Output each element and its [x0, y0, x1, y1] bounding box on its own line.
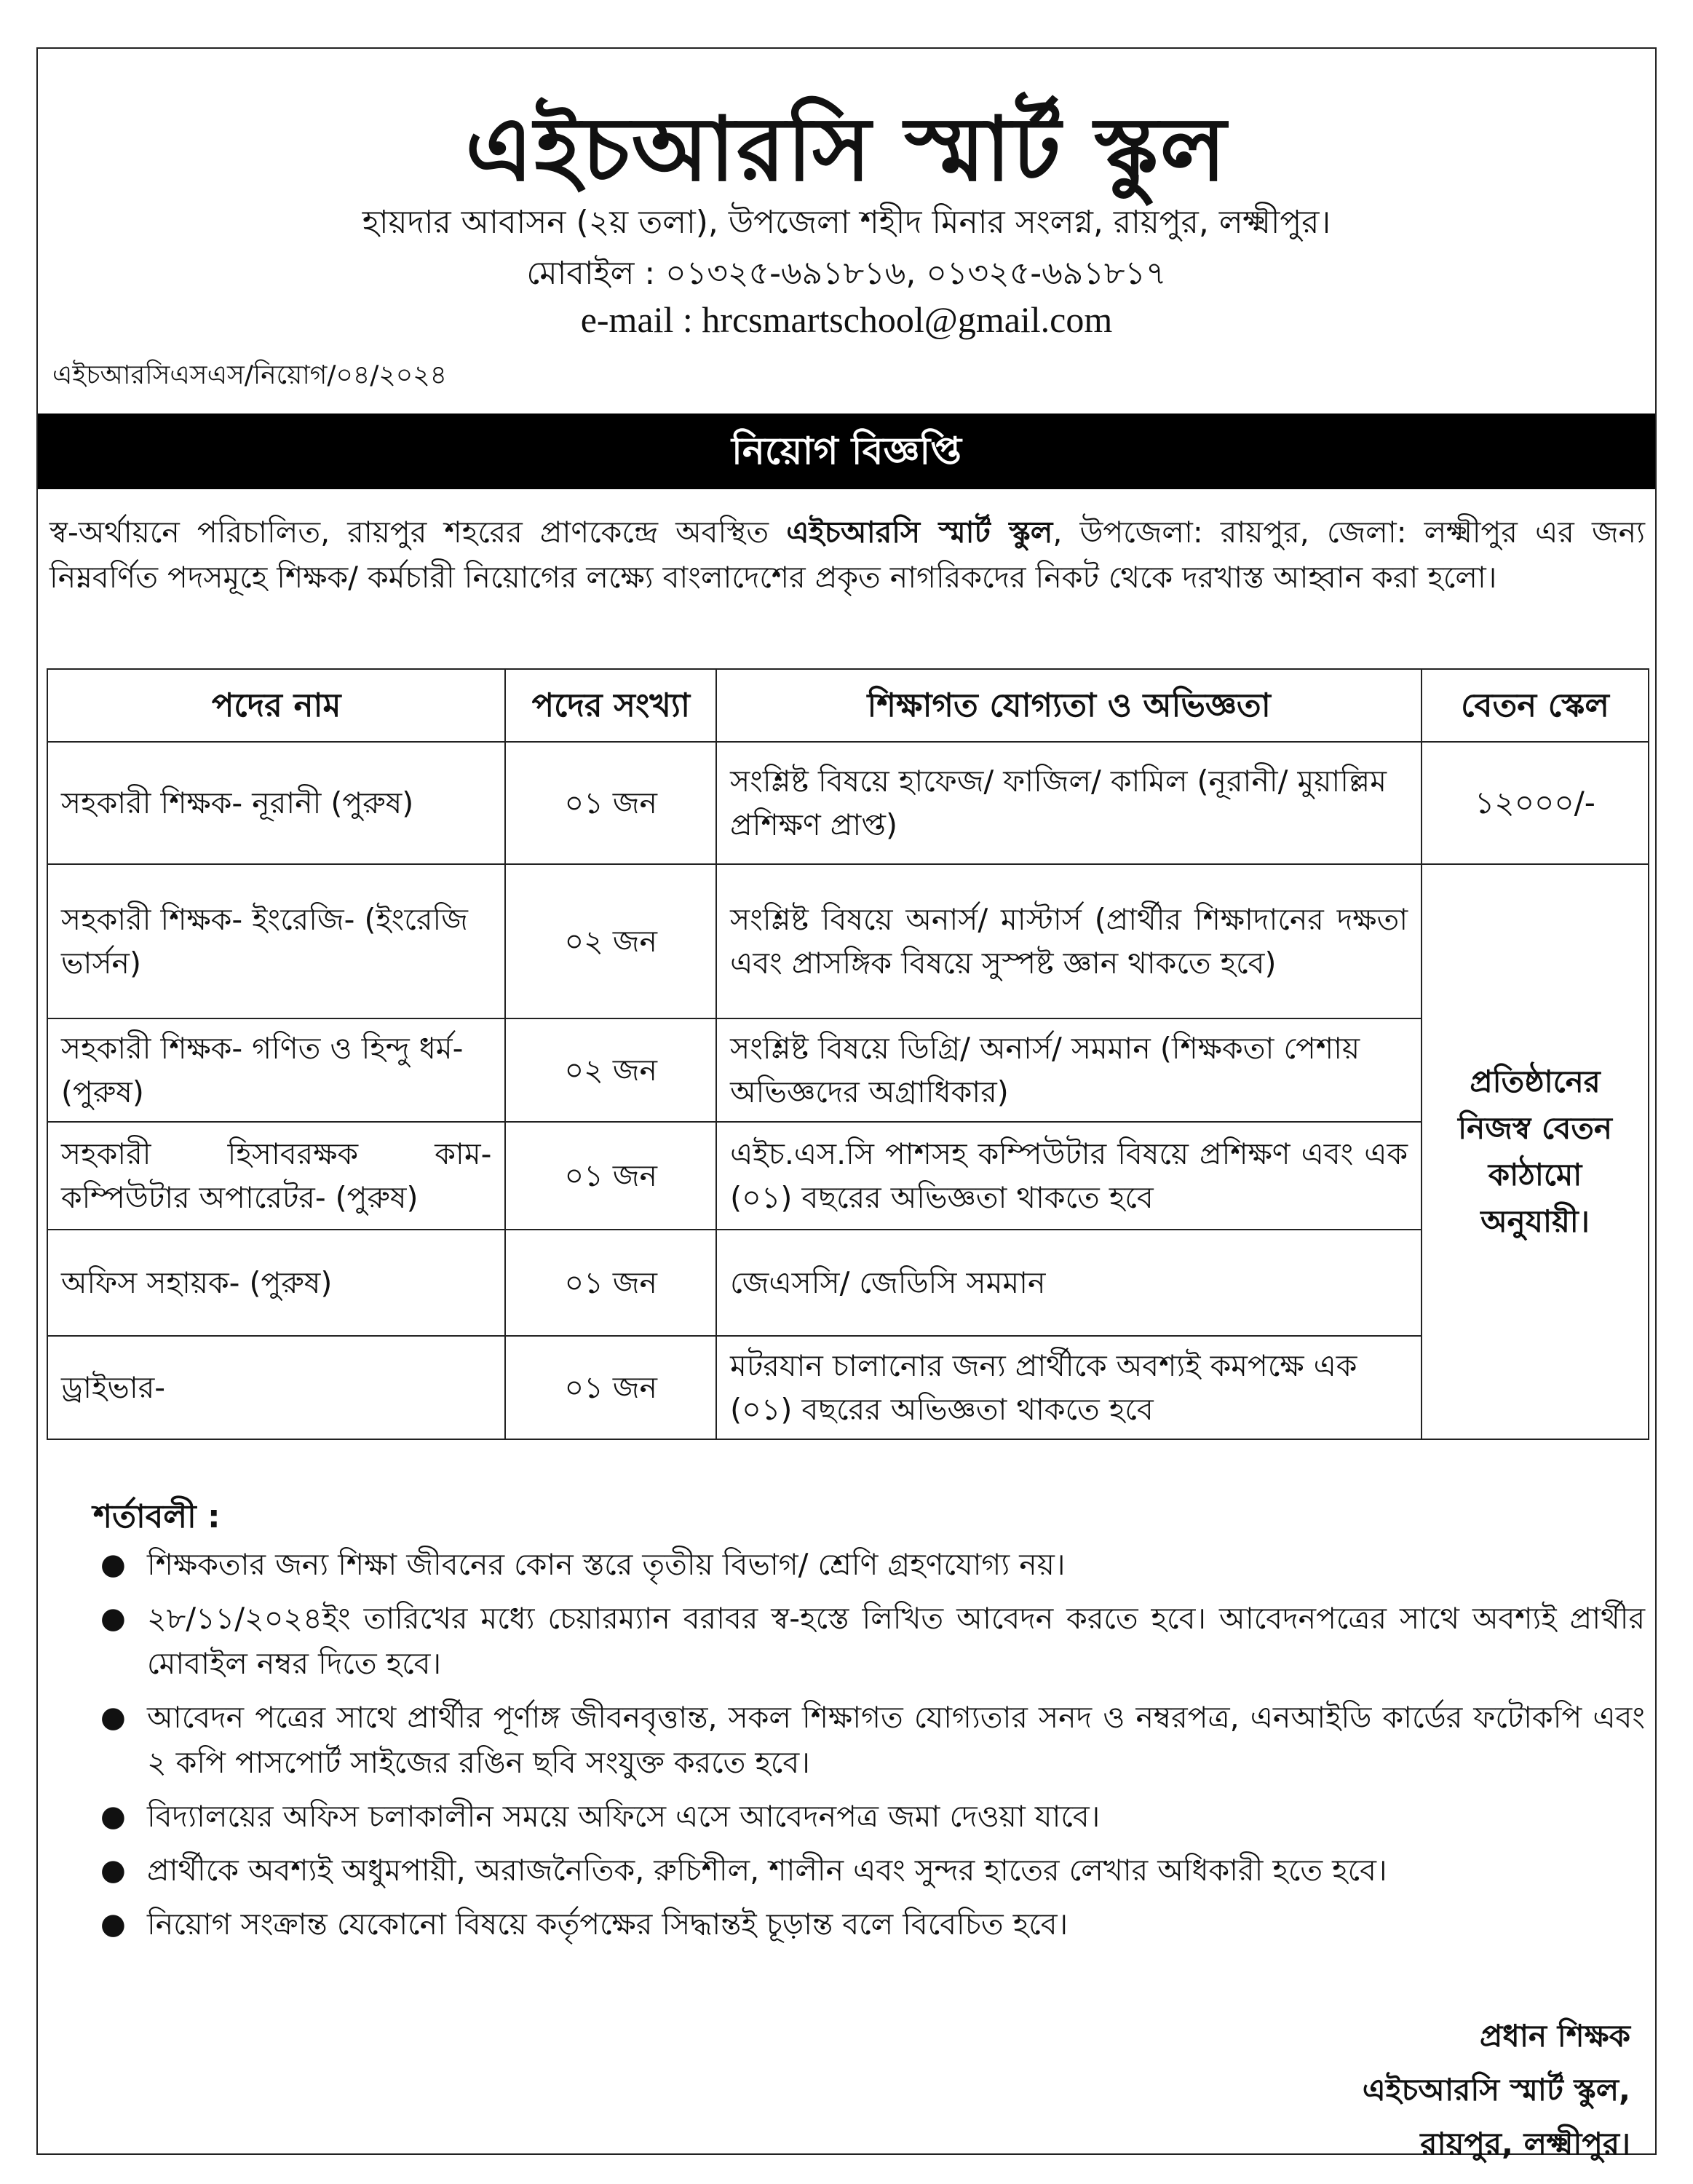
post-qualification: মটরযান চালানোর জন্য প্রার্থীকে অবশ্যই কমপক্ষে এক (০১) বছরের অভিজ্ঞতা থাকতে হবে: [716, 1336, 1422, 1439]
post-count: ০১ জন: [505, 1230, 716, 1336]
table-row: [47, 1018, 1649, 1122]
header-qualification: শিক্ষাগত যোগ্যতা ও অভিজ্ঞতা: [716, 669, 1422, 742]
signature-title: প্রধান শিক্ষক: [1479, 2018, 1630, 2054]
post-count: ০২ জন: [505, 1018, 716, 1122]
school-address: হায়দার আবাসন (২য় তলা), উপজেলা শহীদ মিনার সংলগ্ন, রায়পুর, লক্ষ্মীপুর।: [362, 204, 1331, 241]
table-row: [47, 1122, 1649, 1230]
post-name: সহকারী শিক্ষক- নূরানী (পুরুষ): [47, 742, 505, 864]
header-salary: বেতন স্কেল: [1422, 669, 1649, 742]
table-row: [47, 1336, 1649, 1439]
table-row: [47, 864, 1649, 1018]
salary-merged-cell: প্রতিষ্ঠানের নিজস্ব বেতন কাঠামো অনুযায়ী।: [1422, 864, 1649, 1439]
signature-location: রায়পুর, লক্ষ্মীপুর।: [1420, 2126, 1630, 2161]
bullet-icon: ●: [100, 1548, 126, 1581]
school-name-heading: এইচআরসি স্মার্ট স্কুল: [465, 98, 1228, 201]
header-post-name: পদের নাম: [47, 669, 505, 742]
table-row: [47, 1230, 1649, 1336]
post-count: ০২ জন: [505, 864, 716, 1018]
post-count: ০১ জন: [505, 1122, 716, 1230]
list-item: [87, 1542, 1645, 1587]
term-text: শিক্ষকতার জন্য শিক্ষা জীবনের কোন স্তরে তৃতীয় বিভাগ/ শ্রেণি গ্রহণযোগ্য নয়।: [147, 1547, 1066, 1582]
post-salary: ১২০০০/-: [1422, 742, 1649, 864]
intro-text-2: , উপজেলা: রায়পুর, জেলা: লক্ষ্মীপুর এর জন্য নিম্নবর্ণিত পদসমূহে শিক্ষক/ কর্মচারী নিয়োগের লক্ষ্যে বাংলাদেশের প্রকৃত নাগরিকদের নিকট থেকে দরখাস্ত আহ্বান করা হলো।: [49, 515, 1645, 595]
post-count: ০১ জন: [505, 1336, 716, 1439]
terms-list: [87, 1542, 1645, 1955]
term-text: ২৮/১১/২০২৪ইং তারিখের মধ্যে চেয়ারম্যান বরাবর স্ব-হস্তে লিখিত আবেদন করতে হবে। আবেদনপত্রের সাথে অবশ্যই প্রার্থীর মোবাইল নম্বর দিতে হবে।: [147, 1601, 1645, 1681]
header-post-count: পদের সংখ্যা: [505, 669, 716, 742]
school-mobile: মোবাইল : ০১৩২৫-৬৯১৮১৬, ০১৩২৫-৬৯১৮১৭: [526, 255, 1167, 292]
vacancy-table: [47, 668, 1649, 1440]
table-header-row: [47, 669, 1649, 742]
bullet-icon: ●: [100, 1701, 126, 1734]
bullet-icon: ●: [100, 1602, 126, 1635]
post-qualification: সংশ্লিষ্ট বিষয়ে ডিগ্রি/ অনার্স/ সমমান (শিক্ষকতা পেশায় অভিজ্ঞদের অগ্রাধিকার): [716, 1018, 1422, 1122]
term-text: প্রার্থীকে অবশ্যই অধুমপায়ী, অরাজনৈতিক, রুচিশীল, শালীন এবং সুন্দর হাতের লেখার অধিকারী হতে হবে।: [147, 1853, 1387, 1888]
list-item: [87, 1596, 1645, 1686]
post-name: অফিস সহায়ক- (পুরুষ): [47, 1230, 505, 1336]
list-item: [87, 1794, 1645, 1839]
table-row: [47, 742, 1649, 864]
bullet-icon: ●: [100, 1853, 126, 1887]
term-text: বিদ্যালয়ের অফিস চলাকালীন সময়ে অফিসে এসে আবেদনপত্র জমা দেওয়া যাবে।: [147, 1799, 1101, 1834]
term-text: নিয়োগ সংক্রান্ত যেকোনো বিষয়ে কর্তৃপক্ষের সিদ্ধান্তই চূড়ান্ত বলে বিবেচিত হবে।: [147, 1907, 1068, 1942]
post-name: ড্রাইভার-: [47, 1336, 505, 1439]
notice-title-banner: নিয়োগ বিজ্ঞপ্তি: [38, 414, 1655, 489]
list-item: [87, 1848, 1645, 1893]
intro-text-1: স্ব-অর্থায়নে পরিচালিত, রায়পুর শহরের প্রাণকেন্দ্রে অবস্থিত: [49, 515, 787, 550]
post-qualification: এইচ.এস.সি পাশসহ কম্পিউটার বিষয়ে প্রশিক্ষণ এবং এক (০১) বছরের অভিজ্ঞতা থাকতে হবে: [716, 1122, 1422, 1230]
terms-heading: শর্তাবলী :: [93, 1498, 221, 1535]
bullet-icon: ●: [100, 1800, 126, 1833]
school-email: e-mail : hrcsmartschool@gmail.com: [580, 299, 1113, 340]
post-qualification: জেএসসি/ জেডিসি সমমান: [716, 1230, 1422, 1336]
memo-number: এইচআরসিএসএস/নিয়োগ/০৪/২০২৪: [52, 360, 447, 390]
intro-school-name: এইচআরসি স্মার্ট স্কুল: [786, 515, 1053, 550]
bullet-icon: ●: [100, 1907, 126, 1941]
post-qualification: সংশ্লিষ্ট বিষয়ে হাফেজ/ ফাজিল/ কামিল (নূরানী/ মুয়াল্লিম প্রশিক্ষণ প্রাপ্ত): [716, 742, 1422, 864]
signature-school: এইচআরসি স্মার্ট স্কুল,: [1362, 2072, 1630, 2108]
post-name: সহকারী হিসাবরক্ষক কাম- কম্পিউটার অপারেটর- (পুরুষ): [47, 1122, 505, 1230]
list-item: [87, 1695, 1645, 1785]
signature-block: [1363, 2009, 1630, 2171]
post-name: সহকারী শিক্ষক- ইংরেজি- (ইংরেজি ভার্সন): [47, 864, 505, 1018]
post-count: ০১ জন: [505, 742, 716, 864]
term-text: আবেদন পত্রের সাথে প্রার্থীর পূর্ণাঙ্গ জীবনবৃত্তান্ত, সকল শিক্ষাগত যোগ্যতার সনদ ও নম্বরপত্র, এনআইডি কার্ডের ফটোকপি এবং ২ কপি পাসপোর্ট সাইজের রঙিন ছবি সংযুক্ত করতে হবে।: [147, 1700, 1645, 1780]
intro-paragraph: [49, 510, 1645, 600]
post-name: সহকারী শিক্ষক- গণিত ও হিন্দু ধর্ম- (পুরুষ): [47, 1018, 505, 1122]
post-qualification: সংশ্লিষ্ট বিষয়ে অনার্স/ মাস্টার্স (প্রার্থীর শিক্ষাদানের দক্ষতা এবং প্রাসঙ্গিক বিষয়ে সুস্পষ্ট জ্ঞান থাকতে হবে): [716, 864, 1422, 1018]
list-item: [87, 1902, 1645, 1947]
